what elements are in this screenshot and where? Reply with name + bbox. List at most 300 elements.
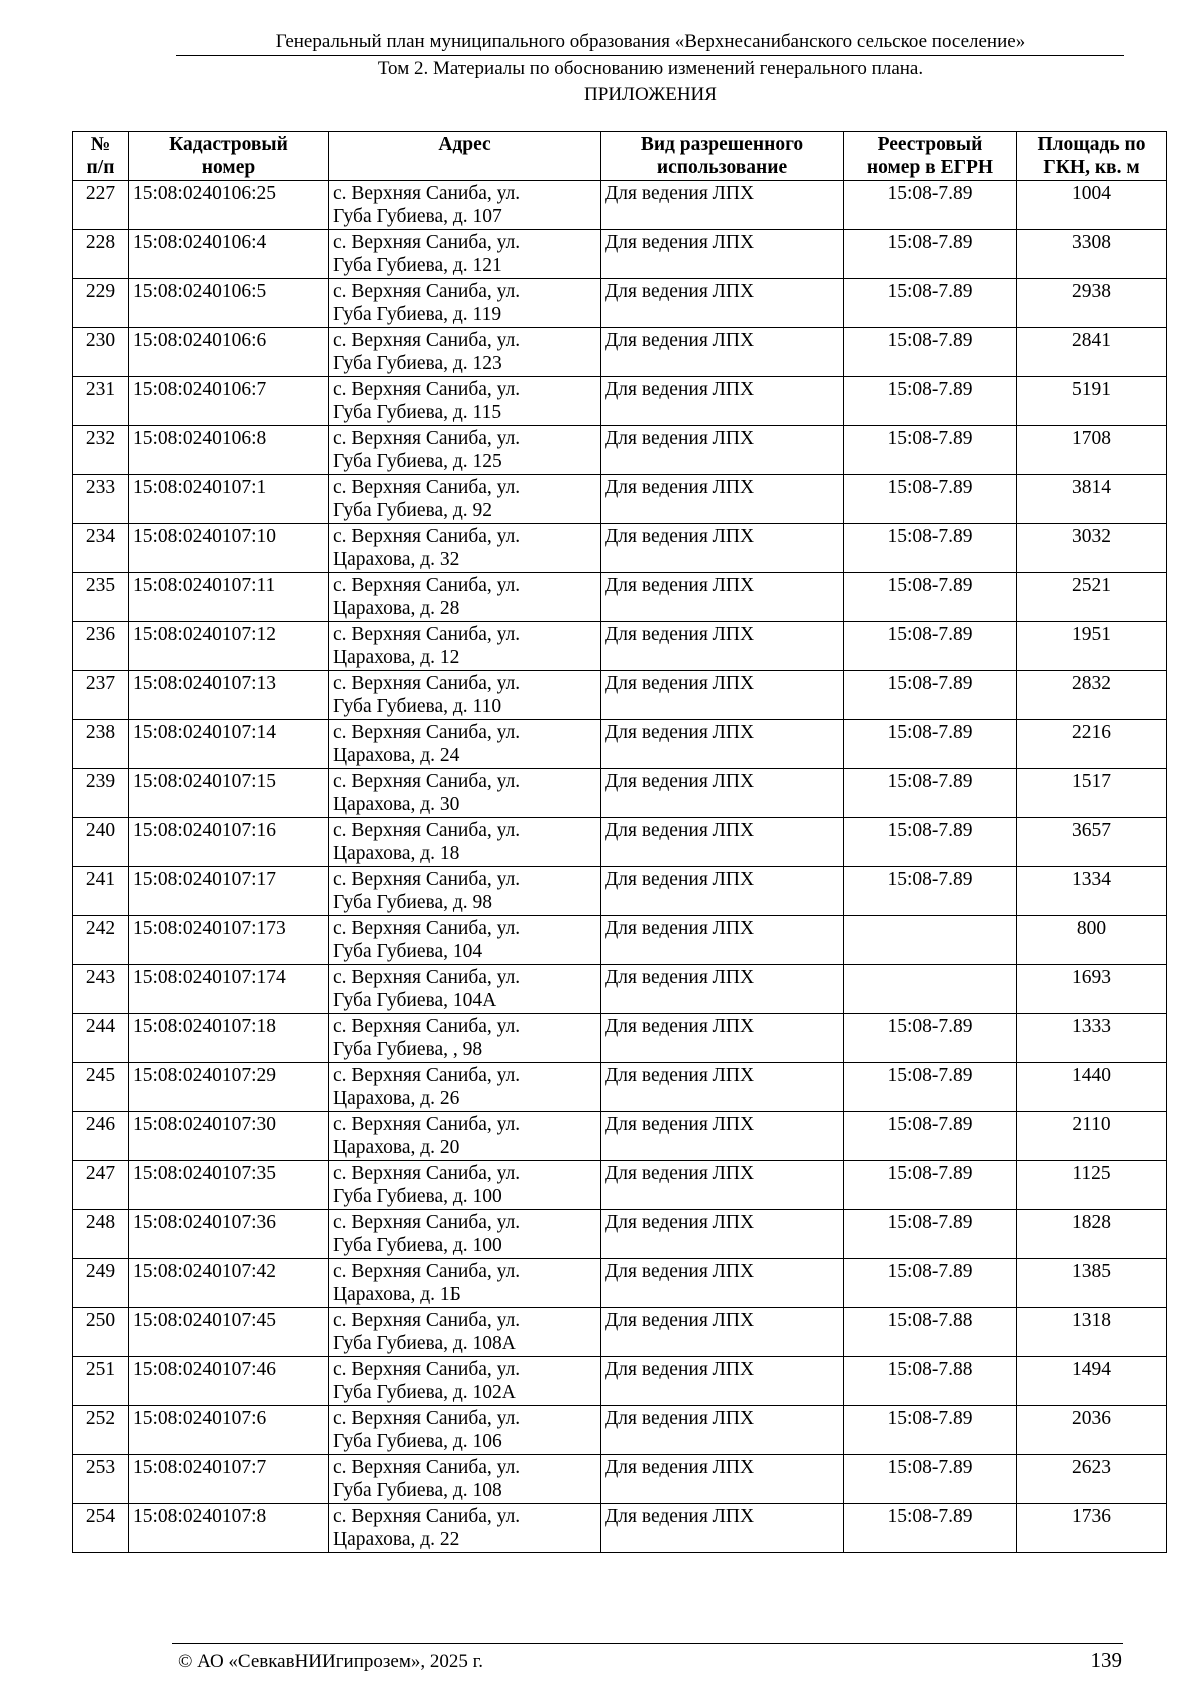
cadastral-number-cell — [129, 181, 329, 230]
row-number-cell — [73, 769, 129, 818]
address-line-2: Царахова, д. 24 — [333, 745, 460, 766]
row-number: 250 — [85, 1310, 116, 1331]
permitted-use: Для ведения ЛПХ — [605, 183, 755, 204]
row-number: 238 — [85, 722, 116, 743]
permitted-use-cell — [601, 426, 844, 475]
area-value: 3657 — [1072, 820, 1111, 841]
column-header-line: номер — [201, 157, 256, 178]
row-number-cell — [73, 1259, 129, 1308]
permitted-use: Для ведения ЛПХ — [605, 281, 755, 302]
permitted-use-cell — [601, 328, 844, 377]
area-value: 1004 — [1072, 183, 1111, 204]
section-title: ПРИЛОЖЕНИЯ — [584, 84, 717, 105]
address-line-1: с. Верхняя Саниба, ул. — [333, 722, 521, 743]
address-line-1: с. Верхняя Саниба, ул. — [333, 330, 521, 351]
permitted-use-cell — [601, 279, 844, 328]
cadastral-number: 15:08:0240107:17 — [133, 869, 277, 890]
row-number: 242 — [85, 918, 116, 939]
column-header-line: п/п — [86, 157, 115, 178]
area-cell — [1017, 671, 1167, 720]
address-line-2: Губа Губиева, д. 108А — [333, 1333, 516, 1354]
cadastral-number-cell — [129, 769, 329, 818]
registry-number-cell — [844, 279, 1017, 328]
table-row — [73, 1406, 1167, 1455]
address-line-2: Царахова, д. 30 — [333, 794, 460, 815]
area-cell — [1017, 1161, 1167, 1210]
table-row — [73, 573, 1167, 622]
row-number-cell — [73, 1308, 129, 1357]
permitted-use-cell — [601, 916, 844, 965]
permitted-use: Для ведения ЛПХ — [605, 330, 755, 351]
registry-number: 15:08-7.89 — [887, 379, 973, 400]
area-value: 3032 — [1072, 526, 1111, 547]
registry-number-cell — [844, 426, 1017, 475]
cadastral-number-cell — [129, 1161, 329, 1210]
row-number: 252 — [85, 1408, 116, 1429]
column-header — [601, 132, 844, 181]
row-number: 235 — [85, 575, 116, 596]
area-cell — [1017, 1406, 1167, 1455]
column-header-line: номер в ЕГРН — [866, 157, 994, 178]
registry-number-cell — [844, 818, 1017, 867]
row-number-cell — [73, 965, 129, 1014]
cadastral-number-cell — [129, 230, 329, 279]
cadastral-number-cell — [129, 916, 329, 965]
registry-number: 15:08-7.89 — [887, 428, 973, 449]
cadastral-number-cell — [129, 279, 329, 328]
permitted-use-cell — [601, 1210, 844, 1259]
address-cell — [329, 524, 601, 573]
address-line-1: с. Верхняя Саниба, ул. — [333, 183, 521, 204]
registry-number: 15:08-7.89 — [887, 281, 973, 302]
permitted-use: Для ведения ЛПХ — [605, 1506, 755, 1527]
column-header — [129, 132, 329, 181]
registry-number-cell — [844, 1210, 1017, 1259]
cadastral-number: 15:08:0240107:18 — [133, 1016, 277, 1037]
table-row — [73, 1259, 1167, 1308]
table-row — [73, 181, 1167, 230]
area-value: 1828 — [1072, 1212, 1111, 1233]
row-number-cell — [73, 426, 129, 475]
cadastral-number-cell — [129, 818, 329, 867]
cadastral-number: 15:08:0240107:45 — [133, 1310, 277, 1331]
cadastral-number-cell — [129, 1406, 329, 1455]
address-line-2: Царахова, д. 20 — [333, 1137, 460, 1158]
address-line-1: с. Верхняя Саниба, ул. — [333, 673, 521, 694]
area-value: 2832 — [1072, 673, 1111, 694]
column-header — [1017, 132, 1167, 181]
registry-number: 15:08-7.89 — [887, 722, 973, 743]
permitted-use: Для ведения ЛПХ — [605, 1408, 755, 1429]
cadastral-number: 15:08:0240107:174 — [133, 967, 286, 988]
area-cell — [1017, 181, 1167, 230]
area-value: 1951 — [1072, 624, 1111, 645]
column-header — [329, 132, 601, 181]
document-title: Генеральный план муниципального образования «Верхнесанибанского сельское поселение» — [275, 31, 1026, 52]
cadastral-number-cell — [129, 1308, 329, 1357]
row-number-cell — [73, 916, 129, 965]
row-number-cell — [73, 1112, 129, 1161]
address-cell — [329, 573, 601, 622]
permitted-use-cell — [601, 1357, 844, 1406]
row-number: 231 — [85, 379, 116, 400]
permitted-use: Для ведения ЛПХ — [605, 1310, 755, 1331]
footer-copyright: © АО «СевкавНИИгипрозем», 2025 г. — [178, 1651, 483, 1672]
row-number: 232 — [85, 428, 116, 449]
column-header-line: Адрес — [438, 134, 491, 155]
area-cell — [1017, 1308, 1167, 1357]
registry-number-cell — [844, 230, 1017, 279]
registry-number-cell — [844, 1112, 1017, 1161]
address-line-1: с. Верхняя Саниба, ул. — [333, 1359, 521, 1380]
address-line-1: с. Верхняя Саниба, ул. — [333, 1261, 521, 1282]
area-cell — [1017, 622, 1167, 671]
cadastral-number-cell — [129, 1504, 329, 1553]
area-value: 1494 — [1072, 1359, 1111, 1380]
table-row — [73, 230, 1167, 279]
registry-number: 15:08-7.89 — [887, 820, 973, 841]
registry-number: 15:08-7.89 — [887, 1114, 973, 1135]
area-value: 1440 — [1072, 1065, 1111, 1086]
cadastral-number: 15:08:0240106:5 — [133, 281, 267, 302]
address-line-2: Губа Губиева, д. 115 — [333, 402, 502, 423]
area-value: 3814 — [1072, 477, 1111, 498]
permitted-use-cell — [601, 1406, 844, 1455]
table-row — [73, 1014, 1167, 1063]
registry-number-cell — [844, 720, 1017, 769]
column-header-line: Площадь по — [1037, 134, 1146, 155]
registry-number-cell — [844, 1014, 1017, 1063]
address-cell — [329, 818, 601, 867]
table-row — [73, 1112, 1167, 1161]
address-line-1: с. Верхняя Саниба, ул. — [333, 1065, 521, 1086]
address-line-2: Царахова, д. 28 — [333, 598, 460, 619]
table-row — [73, 1357, 1167, 1406]
area-value: 1334 — [1072, 869, 1111, 890]
area-value: 2841 — [1072, 330, 1111, 351]
address-cell — [329, 1210, 601, 1259]
cadastral-number: 15:08:0240107:30 — [133, 1114, 277, 1135]
row-number-cell — [73, 524, 129, 573]
column-header — [73, 132, 129, 181]
row-number: 229 — [85, 281, 116, 302]
row-number-cell — [73, 671, 129, 720]
area-cell — [1017, 328, 1167, 377]
address-cell — [329, 671, 601, 720]
address-line-1: с. Верхняя Саниба, ул. — [333, 967, 521, 988]
registry-number-cell — [844, 1406, 1017, 1455]
address-line-2: Губа Губиева, д. 108 — [333, 1480, 502, 1501]
address-cell — [329, 1161, 601, 1210]
table-row — [73, 720, 1167, 769]
cadastral-number: 15:08:0240106:25 — [133, 183, 277, 204]
cadastral-number: 15:08:0240107:1 — [133, 477, 267, 498]
cadastral-number: 15:08:0240107:12 — [133, 624, 277, 645]
cadastral-number: 15:08:0240107:8 — [133, 1506, 267, 1527]
permitted-use: Для ведения ЛПХ — [605, 232, 755, 253]
row-number: 249 — [85, 1261, 116, 1282]
cadastral-number-cell — [129, 867, 329, 916]
column-header-line: № — [90, 134, 111, 155]
address-line-2: Губа Губиева, д. 119 — [333, 304, 502, 325]
permitted-use-cell — [601, 1112, 844, 1161]
row-number-cell — [73, 867, 129, 916]
table-body — [73, 181, 1167, 1553]
address-line-2: Царахова, д. 1Б — [333, 1284, 461, 1305]
permitted-use-cell — [601, 230, 844, 279]
cadastral-number-cell — [129, 1063, 329, 1112]
cadastral-number: 15:08:0240107:42 — [133, 1261, 277, 1282]
table-row — [73, 1308, 1167, 1357]
permitted-use: Для ведения ЛПХ — [605, 1016, 755, 1037]
row-number-cell — [73, 230, 129, 279]
area-value: 1517 — [1072, 771, 1111, 792]
address-line-2: Губа Губиева, д. 98 — [333, 892, 493, 913]
registry-number-cell — [844, 1063, 1017, 1112]
registry-number-cell — [844, 328, 1017, 377]
table-row — [73, 475, 1167, 524]
area-value: 2036 — [1072, 1408, 1111, 1429]
land-parcels-table — [72, 131, 1167, 1553]
address-line-1: с. Верхняя Саниба, ул. — [333, 428, 521, 449]
address-cell — [329, 622, 601, 671]
address-cell — [329, 769, 601, 818]
permitted-use: Для ведения ЛПХ — [605, 1261, 755, 1282]
address-line-1: с. Верхняя Саниба, ул. — [333, 771, 521, 792]
registry-number-cell — [844, 671, 1017, 720]
row-number-cell — [73, 328, 129, 377]
permitted-use: Для ведения ЛПХ — [605, 1065, 755, 1086]
address-cell — [329, 916, 601, 965]
registry-number: 15:08-7.89 — [887, 477, 973, 498]
registry-number: 15:08-7.89 — [887, 1163, 973, 1184]
address-line-1: с. Верхняя Саниба, ул. — [333, 379, 521, 400]
permitted-use: Для ведения ЛПХ — [605, 379, 755, 400]
area-value: 1708 — [1072, 428, 1111, 449]
column-header — [844, 132, 1017, 181]
area-cell — [1017, 720, 1167, 769]
address-line-2: Губа Губиева, д. 107 — [333, 206, 502, 227]
row-number: 234 — [85, 526, 116, 547]
permitted-use: Для ведения ЛПХ — [605, 575, 755, 596]
permitted-use: Для ведения ЛПХ — [605, 918, 755, 939]
cadastral-number: 15:08:0240107:11 — [133, 575, 276, 596]
cadastral-number: 15:08:0240107:7 — [133, 1457, 267, 1478]
permitted-use-cell — [601, 1455, 844, 1504]
table-header-row — [73, 132, 1167, 181]
cadastral-number-cell — [129, 377, 329, 426]
table-row — [73, 622, 1167, 671]
row-number-cell — [73, 573, 129, 622]
cadastral-number-cell — [129, 1455, 329, 1504]
table-row — [73, 328, 1167, 377]
cadastral-number: 15:08:0240106:4 — [133, 232, 267, 253]
permitted-use: Для ведения ЛПХ — [605, 1114, 755, 1135]
area-cell — [1017, 279, 1167, 328]
row-number-cell — [73, 377, 129, 426]
permitted-use: Для ведения ЛПХ — [605, 820, 755, 841]
address-line-2: Губа Губиева, д. 125 — [333, 451, 502, 472]
table-row — [73, 1063, 1167, 1112]
area-value: 2110 — [1072, 1114, 1111, 1135]
cadastral-number-cell — [129, 1357, 329, 1406]
cadastral-number-cell — [129, 426, 329, 475]
area-cell — [1017, 230, 1167, 279]
registry-number: 15:08-7.89 — [887, 232, 973, 253]
area-cell — [1017, 916, 1167, 965]
registry-number: 15:08-7.89 — [887, 1457, 973, 1478]
area-value: 2623 — [1072, 1457, 1111, 1478]
address-line-2: Губа Губиева, д. 102А — [333, 1382, 516, 1403]
address-line-1: с. Верхняя Саниба, ул. — [333, 1310, 521, 1331]
registry-number-cell — [844, 1259, 1017, 1308]
table-row — [73, 671, 1167, 720]
table-row — [73, 1210, 1167, 1259]
address-cell — [329, 720, 601, 769]
address-line-2: Царахова, д. 18 — [333, 843, 460, 864]
row-number-cell — [73, 1357, 129, 1406]
registry-number: 15:08-7.89 — [887, 1065, 973, 1086]
address-line-1: с. Верхняя Саниба, ул. — [333, 869, 521, 890]
address-cell — [329, 279, 601, 328]
row-number-cell — [73, 475, 129, 524]
permitted-use: Для ведения ЛПХ — [605, 1212, 755, 1233]
permitted-use: Для ведения ЛПХ — [605, 477, 755, 498]
row-number: 244 — [85, 1016, 116, 1037]
row-number: 247 — [85, 1163, 116, 1184]
cadastral-number-cell — [129, 1014, 329, 1063]
address-line-1: с. Верхняя Саниба, ул. — [333, 477, 521, 498]
cadastral-number-cell — [129, 1112, 329, 1161]
registry-number: 15:08-7.89 — [887, 526, 973, 547]
registry-number: 15:08-7.89 — [887, 183, 973, 204]
area-value: 2938 — [1072, 281, 1111, 302]
permitted-use-cell — [601, 818, 844, 867]
cadastral-number: 15:08:0240106:8 — [133, 428, 267, 449]
permitted-use-cell — [601, 622, 844, 671]
header-divider — [176, 55, 1124, 56]
registry-number-cell — [844, 524, 1017, 573]
registry-number-cell — [844, 1308, 1017, 1357]
address-cell — [329, 965, 601, 1014]
area-cell — [1017, 818, 1167, 867]
address-line-2: Губа Губиева, д. 100 — [333, 1235, 502, 1256]
address-line-2: Губа Губиева, д. 123 — [333, 353, 502, 374]
row-number: 239 — [85, 771, 116, 792]
row-number-cell — [73, 181, 129, 230]
registry-number: 15:08-7.89 — [887, 1261, 973, 1282]
cadastral-number-cell — [129, 720, 329, 769]
row-number-cell — [73, 720, 129, 769]
registry-number: 15:08-7.89 — [887, 1212, 973, 1233]
permitted-use-cell — [601, 769, 844, 818]
address-line-2: Губа Губиева, д. 110 — [333, 696, 502, 717]
area-value: 2521 — [1072, 575, 1111, 596]
table-row — [73, 279, 1167, 328]
cadastral-number-cell — [129, 1259, 329, 1308]
row-number: 240 — [85, 820, 116, 841]
registry-number: 15:08-7.88 — [887, 1359, 973, 1380]
address-cell — [329, 1406, 601, 1455]
row-number-cell — [73, 818, 129, 867]
area-value: 800 — [1076, 918, 1107, 939]
table-row — [73, 965, 1167, 1014]
address-cell — [329, 1259, 601, 1308]
row-number: 237 — [85, 673, 116, 694]
cadastral-number: 15:08:0240107:16 — [133, 820, 277, 841]
permitted-use-cell — [601, 1014, 844, 1063]
address-cell — [329, 1504, 601, 1553]
cadastral-number-cell — [129, 573, 329, 622]
cadastral-number: 15:08:0240106:7 — [133, 379, 267, 400]
address-cell — [329, 181, 601, 230]
address-cell — [329, 377, 601, 426]
area-value: 1736 — [1072, 1506, 1111, 1527]
table-row — [73, 524, 1167, 573]
permitted-use: Для ведения ЛПХ — [605, 428, 755, 449]
address-line-2: Царахова, д. 32 — [333, 549, 460, 570]
address-line-1: с. Верхняя Саниба, ул. — [333, 1163, 521, 1184]
address-line-2: Губа Губиева, д. 106 — [333, 1431, 502, 1452]
table-row — [73, 1504, 1167, 1553]
address-line-1: с. Верхняя Саниба, ул. — [333, 575, 521, 596]
cadastral-number: 15:08:0240107:36 — [133, 1212, 277, 1233]
address-line-1: с. Верхняя Саниба, ул. — [333, 1408, 521, 1429]
table-row — [73, 867, 1167, 916]
cadastral-number-cell — [129, 965, 329, 1014]
area-cell — [1017, 769, 1167, 818]
table-row — [73, 818, 1167, 867]
area-cell — [1017, 475, 1167, 524]
row-number: 233 — [85, 477, 116, 498]
cadastral-number: 15:08:0240107:15 — [133, 771, 277, 792]
table-row — [73, 426, 1167, 475]
address-cell — [329, 1063, 601, 1112]
address-line-2: Царахова, д. 22 — [333, 1529, 460, 1550]
permitted-use: Для ведения ЛПХ — [605, 1163, 755, 1184]
area-cell — [1017, 867, 1167, 916]
area-value: 3308 — [1072, 232, 1111, 253]
permitted-use: Для ведения ЛПХ — [605, 673, 755, 694]
column-header-line: использование — [656, 157, 788, 178]
registry-number-cell — [844, 622, 1017, 671]
row-number-cell — [73, 1063, 129, 1112]
address-cell — [329, 1357, 601, 1406]
row-number-cell — [73, 622, 129, 671]
row-number: 241 — [85, 869, 116, 890]
address-line-2: Губа Губиева, 104 — [333, 941, 483, 962]
permitted-use: Для ведения ЛПХ — [605, 869, 755, 890]
row-number-cell — [73, 1504, 129, 1553]
address-line-1: с. Верхняя Саниба, ул. — [333, 918, 521, 939]
permitted-use-cell — [601, 671, 844, 720]
cadastral-number-cell — [129, 475, 329, 524]
table-row — [73, 1161, 1167, 1210]
row-number: 228 — [85, 232, 116, 253]
permitted-use: Для ведения ЛПХ — [605, 1457, 755, 1478]
page-number: 139 — [1090, 1648, 1122, 1672]
address-cell — [329, 1112, 601, 1161]
permitted-use: Для ведения ЛПХ — [605, 624, 755, 645]
permitted-use: Для ведения ЛПХ — [605, 967, 755, 988]
row-number-cell — [73, 279, 129, 328]
area-cell — [1017, 1259, 1167, 1308]
area-cell — [1017, 426, 1167, 475]
column-header-line: Вид разрешенного — [640, 134, 804, 155]
address-line-2: Губа Губиева, , 98 — [333, 1039, 483, 1060]
cadastral-number: 15:08:0240107:6 — [133, 1408, 267, 1429]
permitted-use-cell — [601, 524, 844, 573]
